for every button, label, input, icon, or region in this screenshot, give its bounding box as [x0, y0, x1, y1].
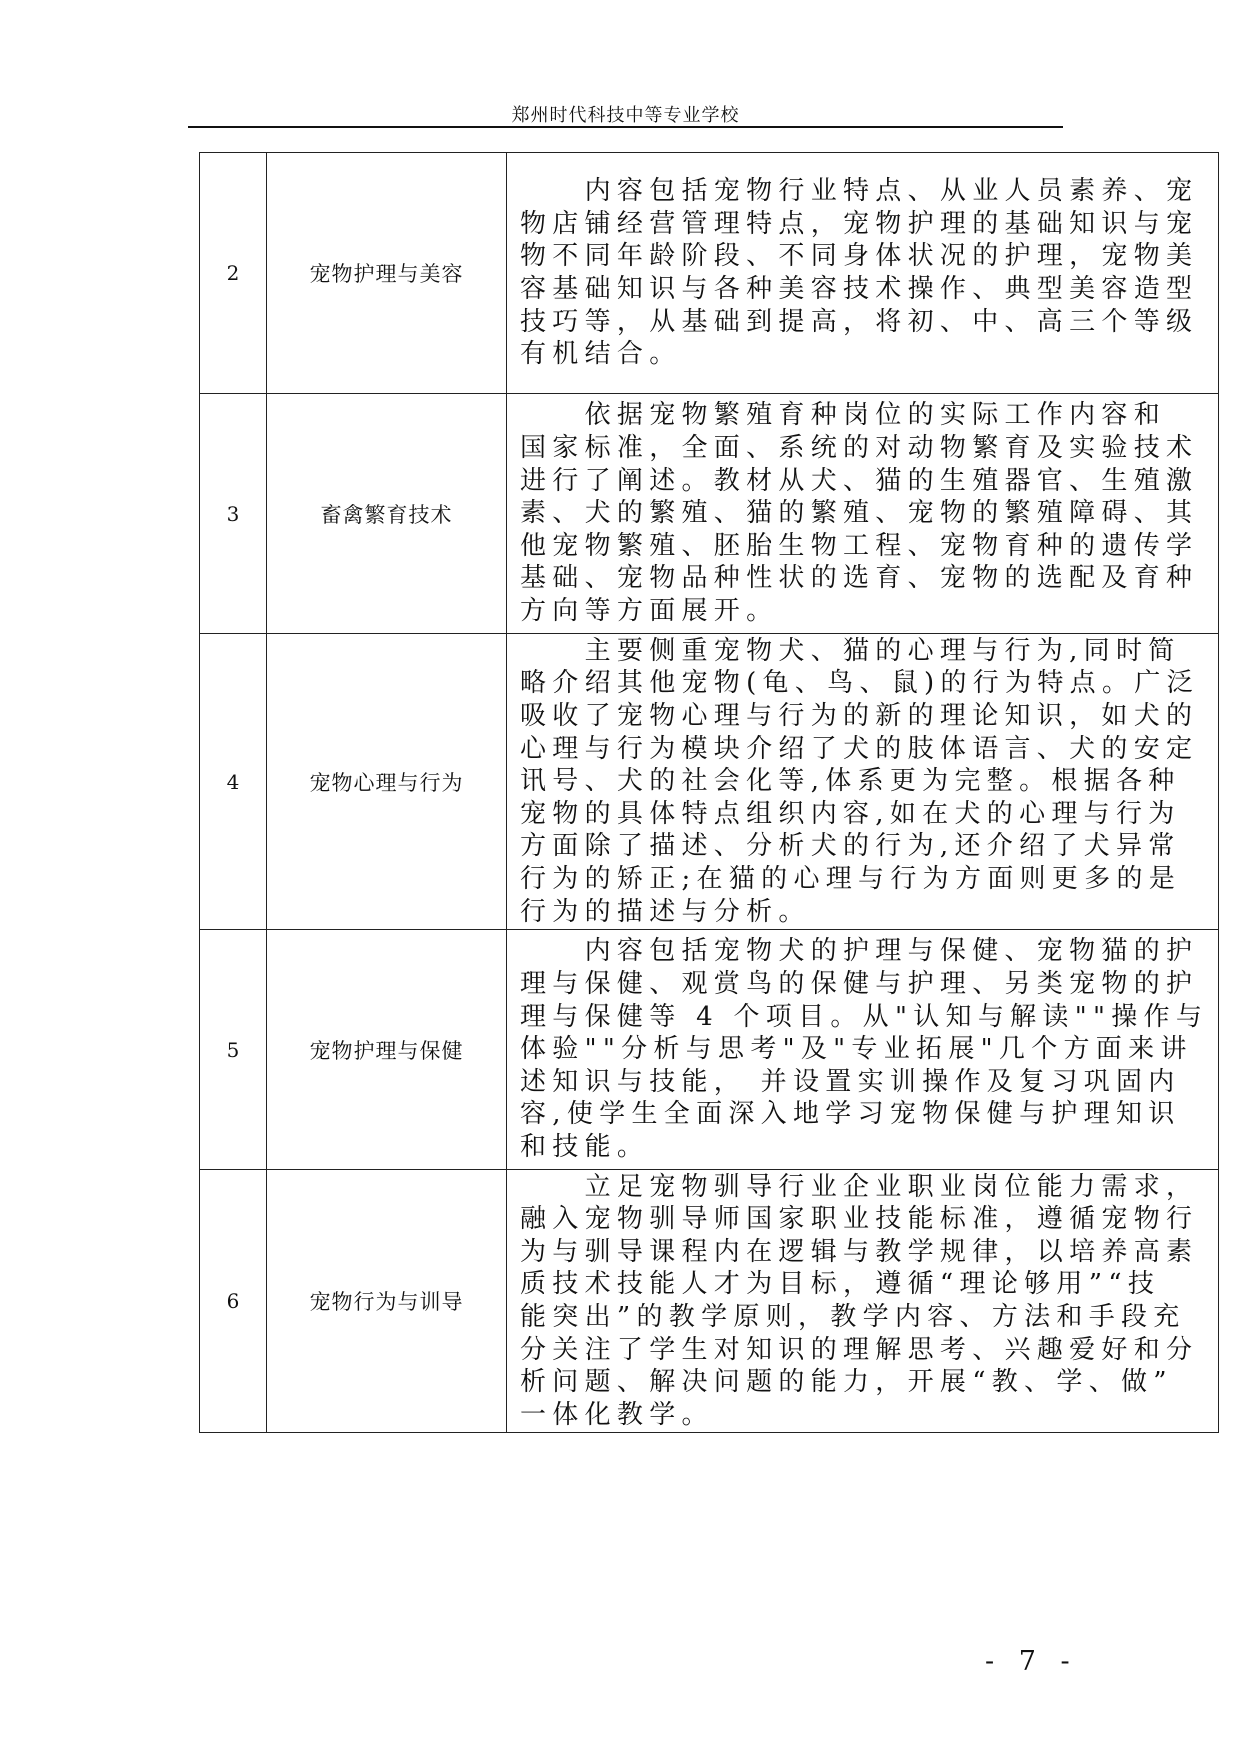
description-line: 理与保健等 4 个项目。从"认知与解读""操作与 [520, 1001, 1209, 1032]
course-name: 宠物护理与保健 [267, 930, 507, 1170]
description-line: 容基础知识与各种美容技术操作、典型美容造型 [520, 274, 1199, 304]
course-description [507, 930, 1219, 1170]
course-name: 宠物行为与训导 [267, 1170, 507, 1433]
description-line: 物店铺经营管理特点，宠物护理的基础知识与宠 [520, 208, 1199, 239]
row-number: 4 [200, 634, 267, 930]
description-line: 行为的矫正;在猫的心理与行为方面则更多的是 [520, 863, 1182, 894]
description-line: 融入宠物驯导师国家职业技能标准，遵循宠物行 [520, 1204, 1199, 1235]
table-row [200, 634, 1219, 930]
header-divider [188, 126, 1063, 128]
description-line: 素、犬的繁殖、猫的繁殖、宠物的繁殖障碍、其 [520, 498, 1199, 529]
row-number: 5 [200, 930, 267, 1170]
course-description [507, 153, 1219, 394]
description-line: 方面除了描述、分析犬的行为,还介绍了犬异常 [520, 831, 1181, 862]
table-row [200, 1170, 1219, 1433]
table-row [200, 930, 1219, 1170]
description-line: 分关注了学生对知识的理解思考、兴趣爱好和分 [520, 1334, 1199, 1365]
description-line: 理与保健、观赏鸟的保健与护理、另类宠物的护 [520, 969, 1199, 1000]
row-number: 3 [200, 394, 267, 634]
description-line: 主要侧重宠物犬、猫的心理与行为,同时简 [520, 635, 1181, 666]
description-line: 为与驯导课程内在逻辑与教学规律，以培养高素 [520, 1236, 1199, 1267]
description-line: 技巧等，从基础到提高，将初、中、高三个等级 [520, 306, 1199, 337]
description-line: 进行了阐述。教材从犬、猫的生殖器官、生殖激 [520, 465, 1199, 496]
description-line: 吸收了宠物心理与行为的新的理论知识，如犬的 [520, 701, 1199, 732]
course-name: 畜禽繁育技术 [267, 394, 507, 634]
description-line: 内容包括宠物犬的护理与保健、宠物猫的护 [520, 936, 1199, 967]
description-line: 略介绍其他宠物(龟、鸟、鼠)的行为特点。广泛 [520, 668, 1199, 699]
table-row [200, 394, 1219, 634]
description-line: 心理与行为模块介绍了犬的肢体语言、犬的安定 [520, 733, 1199, 764]
course-name: 宠物护理与美容 [267, 153, 507, 394]
description-line: 行为的描述与分析。 [520, 896, 811, 927]
description-line: 一体化教学。 [520, 1399, 714, 1430]
table-row [200, 153, 1219, 394]
course-table [199, 152, 1219, 1433]
course-description [507, 394, 1219, 634]
description-line: 析问题、解决问题的能力，开展“教、学、做” [520, 1367, 1173, 1398]
description-line: 和技能。 [520, 1131, 650, 1162]
description-line: 国家标准，全面、系统的对动物繁育及实验技术 [520, 433, 1199, 464]
description-line: 述知识与技能， 并设置实训操作及复习巩固内 [520, 1066, 1181, 1097]
page-number: - 7 - [985, 1646, 1078, 1677]
description-line: 质技术技能人才为目标，遵循“理论够用”“技 [520, 1269, 1161, 1300]
course-name: 宠物心理与行为 [267, 634, 507, 930]
description-line: 基础、宠物品种性状的选育、宠物的选配及育种 [520, 563, 1199, 594]
description-line: 容,使学生全面深入地学习宠物保健与护理知识 [520, 1099, 1181, 1130]
description-line: 讯号、犬的社会化等,体系更为完整。根据各种 [520, 766, 1181, 797]
description-line: 宠物的具体特点组织内容,如在犬的心理与行为 [520, 798, 1181, 829]
description-line: 方向等方面展开。 [520, 595, 779, 626]
description-line: 体验""分析与思考"及"专业拓展"几个方面来讲 [520, 1034, 1193, 1065]
description-line: 能突出”的教学原则，教学内容、方法和手段充 [520, 1302, 1186, 1332]
description-line: 他宠物繁殖、胚胎生物工程、宠物育种的遗传学 [520, 530, 1199, 561]
description-line: 物不同年龄阶段、不同身体状况的护理，宠物美 [520, 241, 1199, 272]
description-line: 依据宠物繁殖育种岗位的实际工作内容和 [520, 400, 1167, 431]
description-line: 立足宠物驯导行业企业职业岗位能力需求， [520, 1171, 1199, 1202]
description-line: 有机结合。 [520, 339, 682, 370]
row-number: 2 [200, 153, 267, 394]
course-description [507, 634, 1219, 930]
row-number: 6 [200, 1170, 267, 1433]
course-description [507, 1170, 1219, 1433]
description-line: 内容包括宠物行业特点、从业人员素养、宠 [520, 176, 1199, 207]
header-school-name: 郑州时代科技中等专业学校 [511, 105, 740, 126]
